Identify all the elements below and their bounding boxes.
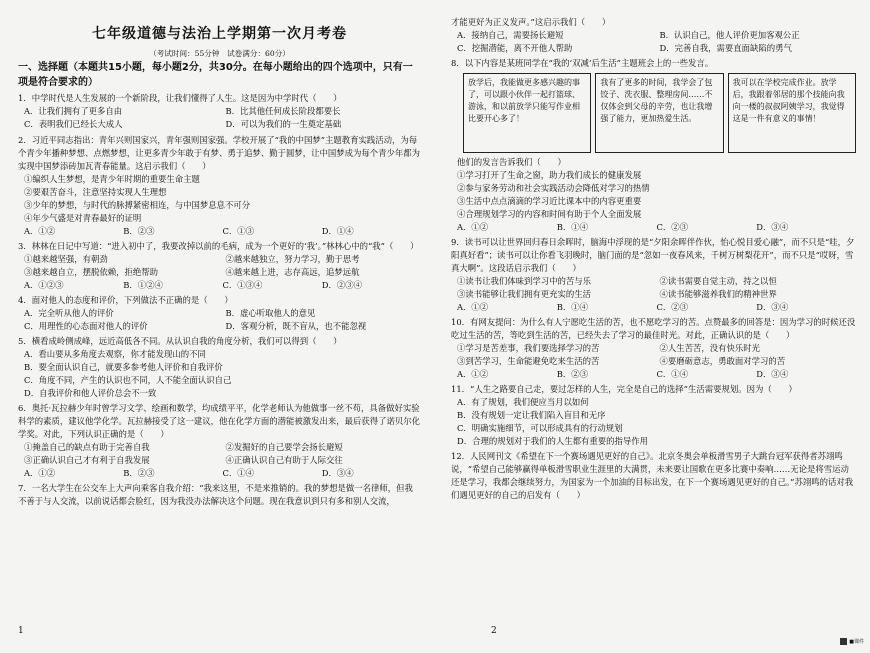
- logo-icon: [840, 638, 847, 645]
- question-stem: 12．人民网刊文《希望在下一个赛场遇见更好的自己》。北京冬奥会单板滑雪男子大跳台冠军获得者苏翊鸣说，“希望自己能够赢得单板滑雪职业生涯里的大满贯，未来要让国歌在更多比赛中奏响……无论是将雪运动还是学习，我都会继续努力，为国家为一个加油的目标出发，在下一个赛场遇见更好的自己。”苏翊鸣的话对我们遇见更好的自己的启发有（ ）: [451, 451, 854, 501]
- page-number: 1: [18, 626, 24, 637]
- option-b[interactable]: B．①④: [556, 222, 589, 233]
- option-c[interactable]: C．挖掘潜能，离不开他人帮助: [457, 43, 573, 54]
- option-b[interactable]: B．②③: [123, 467, 155, 478]
- option-a[interactable]: A．有了规划，我们便应当月以如何: [457, 397, 589, 408]
- speech-box: 我有了更多的时间，我学会了包饺子、洗衣服、整理房间……不仅体会到父母的辛劳，也让我增强了能力，更加热爱生活。: [595, 73, 723, 153]
- statement: ③越来越自立，摆脱依赖，拒绝帮助: [24, 266, 158, 277]
- option-a[interactable]: A．完全听从他人的评价: [24, 307, 114, 318]
- option-c[interactable]: C．②③: [656, 222, 689, 233]
- question-1: [18, 92, 421, 131]
- option-a[interactable]: A．①②: [24, 467, 56, 478]
- option-a[interactable]: A．看山要从多角度去观察，你才能发现山的不同: [24, 348, 206, 359]
- option-c[interactable]: C．角度不同，产生的认识也不同，人不能全面认识自己: [24, 374, 232, 385]
- page-number: 2: [491, 626, 497, 637]
- option-d[interactable]: D．②③④: [321, 279, 362, 290]
- question-stem: 10．有网友提问：为什么有人宁愿吃生活的苦，也不愿吃学习的苦。点赞最多的回答是：因为学习的时候还没吃过生活的苦，等吃到生活的苦，已经失去了学习的最佳时光。对此，正确认识的是（ ）: [451, 317, 856, 341]
- question-prompt: 他们的发言告诉我们（ ）: [457, 157, 566, 168]
- option-d[interactable]: D．③④: [321, 467, 354, 478]
- option-d[interactable]: D．合理的规划对于我们的人生都有重要的指导作用: [457, 436, 648, 447]
- statement: ②参与家务劳动和社会实践活动会降低对学习的热情: [457, 183, 650, 194]
- statement: ①学习是苦差事，我们要选择学习的苦: [457, 343, 600, 354]
- option-b[interactable]: B．比其他任何成长阶段都要长: [225, 106, 341, 117]
- question-7: [18, 482, 421, 508]
- option-c[interactable]: C．①④: [222, 467, 255, 478]
- statement: ①掩盖自己的缺点有助于完善自我: [24, 441, 150, 452]
- option-d[interactable]: D．完善自我，需要直面缺陷的勇气: [659, 43, 792, 54]
- option-b[interactable]: B．要全面认识自己，就要多参考他人评价和自我评价: [24, 361, 223, 372]
- option-b[interactable]: B．认识自己，他人评价更加客观公正: [659, 30, 800, 41]
- question-12: [451, 450, 856, 502]
- question-stem: 1．中学时代是人生发展的一个新阶段，让我们懂得了人生。这是因为中学时代（ ）: [18, 93, 342, 104]
- statement: ④越来越上进，志存高远，追梦远航: [225, 266, 360, 277]
- statement: ②人生苦苦，没有快乐时光: [659, 343, 760, 354]
- option-a[interactable]: A．让我们拥有了更多自由: [24, 106, 123, 117]
- statement: ③正确认识自己才有利于自我发展: [24, 454, 150, 465]
- option-c[interactable]: C．用理性的心态面对他人的评价: [24, 320, 148, 331]
- question-stem: 才能更好为正义发声。”这启示我们（ ）: [451, 17, 611, 27]
- question-4: [18, 294, 421, 333]
- question-stem: 11．“人生之路要自己走，要过怎样的人生，完全是自己的选择”生活需要规划。因为（ ）: [451, 384, 797, 395]
- section-heading: 一、选择题（本题共15小题，每小题2分，共30分。在每小题给出的四个选项中，只有一项是符合要求的）: [18, 62, 413, 88]
- exam-title: 七年级道德与法治上学期第一次月考卷: [92, 26, 347, 42]
- option-d[interactable]: D．③④: [756, 222, 789, 233]
- question-11: [451, 383, 856, 448]
- option-a[interactable]: A．①②: [457, 302, 489, 313]
- option-c[interactable]: C．②③: [656, 302, 689, 313]
- question-8: [451, 57, 856, 234]
- question-7-continued: [451, 16, 856, 55]
- statement: ④读书能够滋养我们的精神世界: [659, 289, 777, 300]
- question-5: [18, 335, 421, 400]
- option-a[interactable]: A．①②: [24, 225, 56, 236]
- option-d[interactable]: D．可以为我们的一生奠定基础: [225, 119, 342, 130]
- statement: ④合理规划学习的内容和时间有助于个人全面发展: [457, 209, 642, 220]
- option-d[interactable]: D．客观分析，既不盲从，也不能忽视: [225, 320, 367, 331]
- statement: ③读书能够让我们拥有更充实的生活: [457, 289, 591, 300]
- option-d[interactable]: D．③④: [756, 302, 789, 313]
- option-b[interactable]: B．②③: [123, 225, 155, 236]
- statement: ①编织人生梦想，是青少年时期的重要生命主题: [24, 173, 200, 184]
- statement: ③生活中点点滴滴的学习近比课本中的内容更重要: [457, 196, 642, 207]
- option-a[interactable]: A．①②: [457, 369, 489, 380]
- option-c[interactable]: C．①③: [222, 225, 255, 236]
- question-stem: 7．一名大学生在公交车上大声向乘客自我介绍：“我来这里，不是来推销的。我的梦想是做一名律师，但我不善于与人交流，以前说话都会脸红，因为我没办法解决这个问题。现在我意识到只有多和别人交流，: [18, 482, 413, 506]
- option-a[interactable]: A．接纳自己，需要扬长避短: [457, 30, 564, 41]
- option-a[interactable]: A．①②: [457, 222, 489, 233]
- statement: ①越来越坚强，有朝劲: [24, 253, 108, 264]
- question-stem: 9．读书可以让世界回归春日余晖时，脑海中浮现的是“夕阳余晖伴作伙，怡心悦目爱心融”，而不只是“哇，夕阳真好看”；读书可以让你看飞羽晚时，脑门面的是“忽如一夜春风来，千树万树梨花开”，而不只是“哎呀，雪真大啊”。这段话启示我们（ ）: [451, 237, 855, 274]
- option-b[interactable]: B．①④: [556, 302, 589, 313]
- statement: ②读书需要自觉主动，持之以恒: [659, 276, 777, 287]
- statement: ②越来越独立，努力学习，勤于思考: [225, 253, 360, 264]
- statement: ③少年的梦想，与时代的脉搏紧密相连，与中国梦息息不可分: [24, 199, 251, 210]
- question-stem: 5．横看成岭侧成峰，远近高低各不同。从认识自我的角度分析，我们可以得到（ ）: [18, 335, 342, 346]
- statement: ③到苦学习，生命能避免吃来生活的苦: [457, 356, 600, 367]
- question-3: [18, 240, 421, 292]
- question-stem: 4．面对他人的态度和评价，下列做法不正确的是（ ）: [18, 294, 233, 305]
- option-d[interactable]: D．自我评价和他人评价总会不一致: [24, 387, 157, 398]
- speech-box: 我可以在学校完成作业。放学后，我跟着邻居的那个技能向我向一楼的叔叔阿姨学习，我觉得这是一件有意义的事情！: [728, 73, 856, 153]
- statement: ②发掘好的自己要学会扬长避短: [225, 441, 343, 452]
- option-b[interactable]: B．没有规划一定让我们陷入盲目和无序: [457, 410, 606, 421]
- question-9: [451, 236, 856, 314]
- watermark-logo: [840, 638, 864, 645]
- question-stem: 6．奥托·瓦拉赫少年时曾学习文学、绘画和数学，均成绩平平，化学老师认为他做事一丝不苟，具备做好实验科学的素质，建议他学化学。瓦拉赫接受了这一建议，他在化学方面的潜能被激发出来，最后获得了诺贝尔化学奖。对此，下列认识正确的是（ ）: [18, 402, 420, 439]
- question-10: [451, 316, 856, 381]
- statement: ①学习打开了生命之窗，助力我们成长的健康发展: [457, 170, 642, 181]
- question-2: [18, 134, 421, 238]
- option-c[interactable]: C．①③④: [222, 279, 263, 290]
- right-page: [435, 0, 870, 653]
- exam-meta: （考试时间：55分钟 试卷满分：60分）: [149, 48, 290, 58]
- option-c[interactable]: C．明确实施细节，可以形成具有的行动规划: [457, 423, 623, 434]
- logo-text: ■课件: [849, 639, 864, 645]
- option-d[interactable]: D．①④: [321, 225, 354, 236]
- option-b[interactable]: B．②③: [556, 369, 589, 380]
- speech-box: 放学后，我能做更多感兴趣的事了，可以跟小伙伴一起打篮球、游泳，和以前放学只能写作业相比要开心多了！: [463, 73, 591, 153]
- question-stem: 3．林林在日记中写道：“进入初中了，我要改掉以前的毛病，成为一个更好的‘我’。”林林心中的“我”（ ）: [18, 240, 419, 251]
- question-6: [18, 402, 421, 480]
- option-b[interactable]: B．①②④: [123, 279, 163, 290]
- option-b[interactable]: B．虚心听取他人的意见: [225, 307, 316, 318]
- speech-boxes: [463, 73, 856, 153]
- question-stem: 2．习近平同志指出：青年兴则国家兴，青年强则国家强。学校开展了“我的中国梦”主题教育实践活动，为每个青少年播种梦想、点燃梦想，让更多青少年敢于有梦、勇于追梦、勤于圆梦，让中国梦成为每个青少年都为实现中国梦添砖加瓦青春能量。这启示我们（ ）: [18, 134, 420, 171]
- option-a[interactable]: A．①②③: [24, 279, 64, 290]
- question-stem: 8．以下内容是某班同学在“我的‘双减’后生活”主题班会上的一些发言。: [451, 58, 714, 69]
- statement: ④年少气盛是对青春最好的证明: [24, 212, 142, 223]
- option-d[interactable]: D．③④: [756, 369, 789, 380]
- statement: ④要磨砺意志，勇敢面对学习的苦: [659, 356, 786, 367]
- statement: ②要艰苦奋斗，注意坚持实现人生理想: [24, 186, 167, 197]
- option-c[interactable]: C．①④: [656, 369, 689, 380]
- statement: ①读书让我们体味到学习中的苦与乐: [457, 276, 591, 287]
- statement: ④正确认识自己有助于人际交往: [225, 454, 343, 465]
- option-c[interactable]: C．表明我们已经长大成人: [24, 119, 123, 130]
